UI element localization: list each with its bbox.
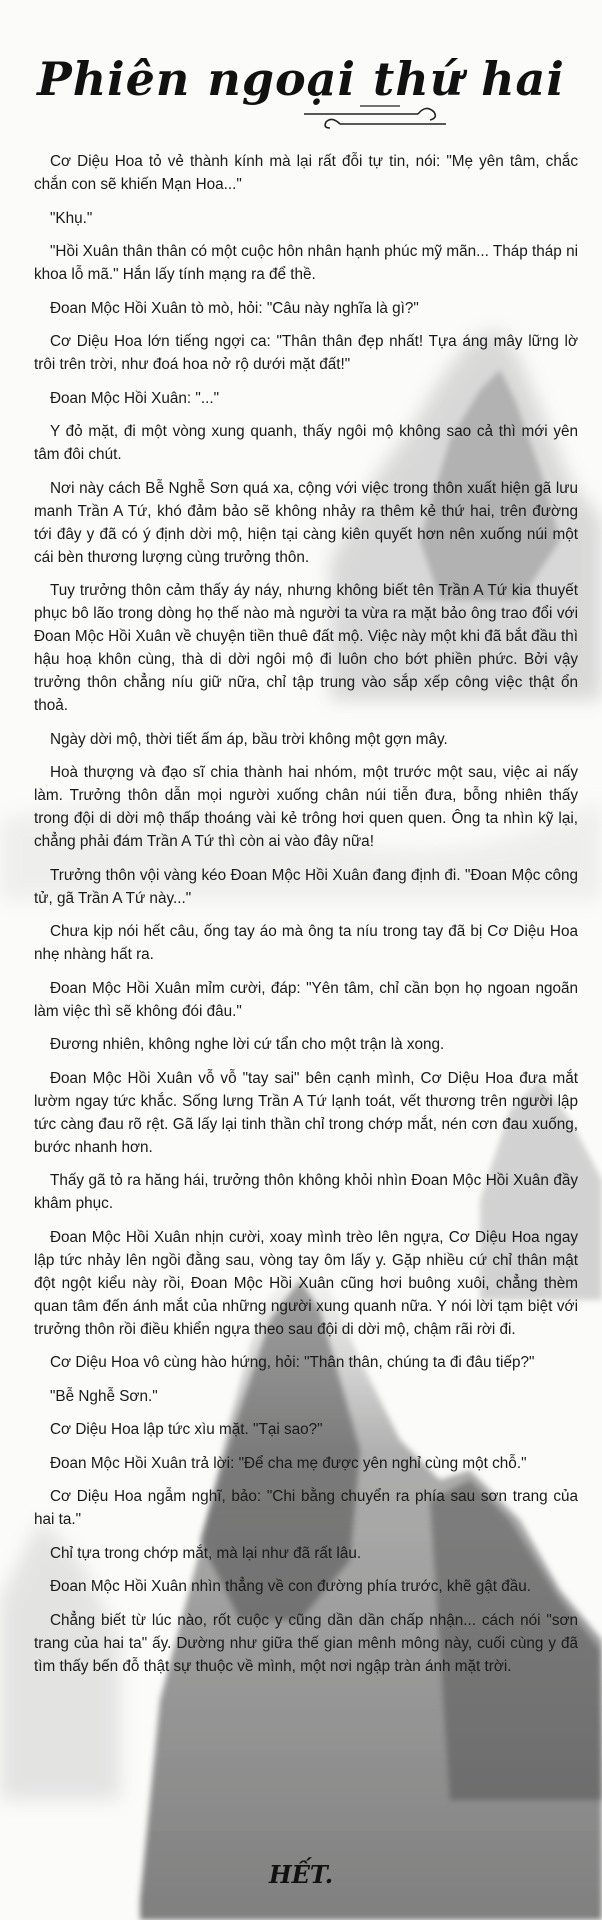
story-paragraph: Chưa kịp nói hết câu, ống tay áo mà ông ta níu trong tay đã bị Cơ Diệu Hoa nhẹ nhàng hất ra. [34, 923, 578, 963]
story-paragraph: Chẳng biết từ lúc nào, rốt cuộc y cũng dần dần chấp nhận... cách nói "sơn trang của hai ta" ấy. Dường như giữa thế gian mênh mông này, cuối cùng y đã tìm thấy bến đỗ thật sự thuộc về mình, một nơi ngập tràn ánh mặt trời. [34, 1611, 578, 1675]
page-title: Phiên ngoại thứ hai [37, 52, 565, 106]
story-paragraph: Hoà thượng và đạo sĩ chia thành hai nhóm, một trước một sau, việc ai nấy làm. Trưởng thôn dẫn mọi người xuống chân núi tiễn đưa, bỗng nhiên thấy trong đội di dời mộ thấp thoáng vài kẻ trông hơi quen quen. Ông ta nhìn kỹ lại, chẳng phải đám Trần A Tứ thì còn ai vào đây nữa! [34, 764, 578, 850]
story-paragraph: Y đỏ mặt, đi một vòng xung quanh, thấy ngôi mộ không sao cả thì mới yên tâm đôi chút. [34, 423, 578, 463]
story-paragraph: Đoan Mộc Hồi Xuân vỗ vỗ "tay sai" bên cạnh mình, Cơ Diệu Hoa đưa mắt lườm ngay tức khắc. Sống lưng Trần A Tứ lạnh toát, vết thương trên người lập tức càng đau rõ rệt. Gã lấy lại tinh thần chỉ trong chớp mắt, nén cơn đau xuống, bước nhanh hơn. [34, 1069, 578, 1156]
story-paragraph: "Khụ." [50, 209, 93, 227]
story-paragraph: Đoan Mộc Hồi Xuân nhìn thẳng về con đường phía trước, khẽ gật đầu. [50, 1578, 532, 1595]
story-paragraph: Nơi này cách Bễ Nghễ Sơn quá xa, cộng với việc trong thôn xuất hiện gã lưu manh Trần A Tứ, khó đảm bảo sẽ không nhảy ra thêm kẻ thứ hai, trên đường tới đây y đã có ý định dời mộ, hiện tại càng kiên quyết hơn nên xuống núi một cái bèn thương lượng cùng trưởng thôn. [34, 479, 578, 566]
story-paragraph: Cơ Diệu Hoa vô cùng hào hứng, hỏi: "Thân thân, chúng ta đi đâu tiếp?" [50, 1354, 535, 1371]
end-mark: HẾT. [268, 1860, 334, 1889]
story-paragraph: Đoan Mộc Hồi Xuân tò mò, hỏi: "Câu này nghĩa là gì?" [50, 299, 419, 317]
story-paragraph: Cơ Diệu Hoa lập tức xìu mặt. "Tại sao?" [50, 1421, 323, 1438]
story-paragraph: Trưởng thôn vội vàng kéo Đoan Mộc Hồi Xuân đang định đi. "Đoan Mộc công tử, gã Trần A Tứ này..." [34, 866, 578, 907]
story-paragraph: Đoan Mộc Hồi Xuân nhịn cười, xoay mình trèo lên ngựa, Cơ Diệu Hoa ngay lập tức nhảy lên ngồi đằng sau, vòng tay ôm lấy y. Gặp nhiều cứ chỉ thân mật đột ngột kiểu này rồi, Đoan Mộc Hồi Xuân cũng hơi buông xuôi, chẳng thèm quan tâm đến ánh mắt của những người xung quanh nữa. Y nói lời tạm biệt với trưởng thôn rồi điều khiển ngựa theo sau đội di dời mộ, chậm rãi rời đi. [34, 1228, 578, 1338]
story-paragraph: Chỉ tựa trong chớp mắt, mà lại như đã rất lâu. [50, 1544, 362, 1562]
story-paragraph: Cơ Diệu Hoa tỏ vẻ thành kính mà lại rất đỗi tự tin, nói: "Mẹ yên tâm, chắc chắn con sẽ khiến Mạn Hoa..." [34, 153, 578, 193]
story-paragraph: Đoan Mộc Hồi Xuân trả lời: "Để cha mẹ được yên nghỉ cùng một chỗ." [50, 1454, 527, 1472]
story-body [0, 150, 602, 1678]
story-paragraph: "Hồi Xuân thân thân có một cuộc hôn nhân hạnh phúc mỹ mãn... Tháp tháp ni khoa lỗ mã." Hắn lấy tính mạng ra để thề. [34, 243, 578, 283]
story-paragraph: Đương nhiên, không nghe lời cứ tẩn cho một trận là xong. [50, 1036, 445, 1053]
story-paragraph: Tuy trưởng thôn cảm thấy áy náy, nhưng không biết tên Trần A Tứ kia thuyết phục bô lão trong dòng họ thế nào mà người ta vừa ra mặt bảo ông trao đổi với Đoan Mộc Hồi Xuân về chuyện tiền thuê đất mộ. Việc này một khi đã bắt đầu thì hậu hoạ khôn cùng, thà di dời ngôi mộ đi luôn cho bớt phiền phức. Bởi vậy trưởng thôn chẳng níu giữ nữa, chỉ tập trung vào sắp xếp công việc thật ổn thoả. [34, 582, 578, 714]
story-paragraph: Ngày dời mộ, thời tiết ấm áp, bầu trời không một gợn mây. [50, 730, 448, 748]
story-paragraph: Cơ Diệu Hoa lớn tiếng ngợi ca: "Thân thân đẹp nhất! Tựa áng mây lững lờ trôi trên trời, như đoá hoa nở rộ dưới mặt đất!" [34, 333, 578, 373]
story-paragraph: "Bễ Nghễ Sơn." [50, 1387, 158, 1405]
story-paragraph: Cơ Diệu Hoa ngẫm nghĩ, bảo: "Chi bằng chuyển ra phía sau sơn trang của hai ta." [34, 1488, 578, 1528]
cloud-ornament-icon [300, 100, 450, 132]
story-paragraph: Thấy gã tỏ ra hăng hái, trưởng thôn không khỏi nhìn Đoan Mộc Hồi Xuân đầy khâm phục. [34, 1172, 578, 1212]
story-paragraph: Đoan Mộc Hồi Xuân mỉm cười, đáp: "Yên tâm, chỉ cần bọn họ ngoan ngoãn làm việc thì sẽ không đói đâu." [34, 979, 578, 1020]
story-paragraph: Đoan Mộc Hồi Xuân: "..." [50, 389, 220, 407]
